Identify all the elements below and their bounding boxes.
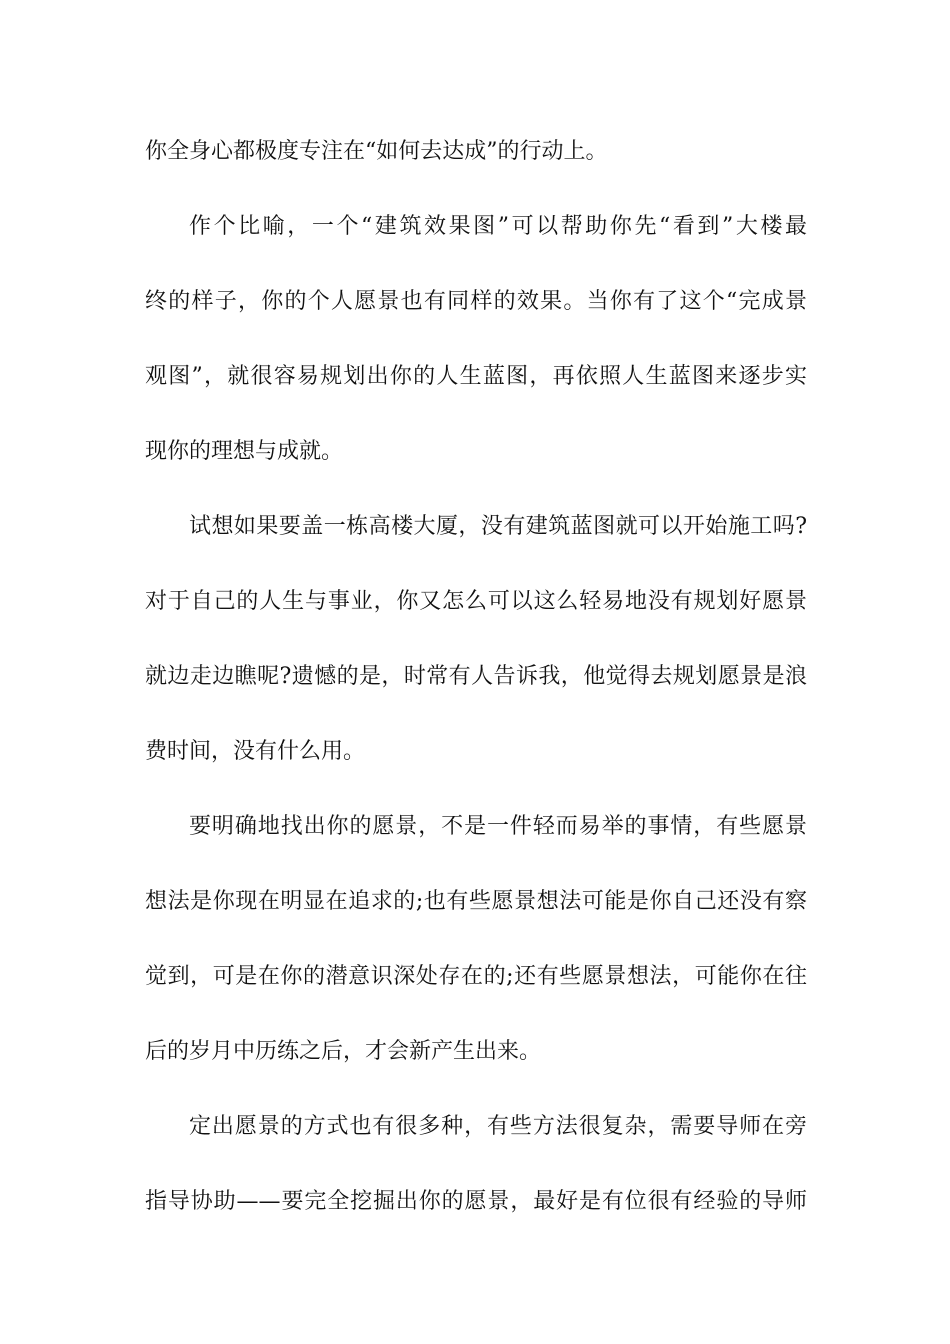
text-line: 就边走边瞧呢?遗憾的是，时常有人告诉我，他觉得去规划愿景是浪 (145, 664, 807, 689)
paragraph-first-line: 作个比喻，一个“建筑效果图”可以帮助你先“看到”大楼最 (189, 214, 807, 239)
text-line: 费时间，没有什么用。 (145, 739, 366, 764)
text-line: 指导协助——要完全挖掘出你的愿景，最好是有位很有经验的导师 (145, 1189, 807, 1214)
text-line: 想法是你现在明显在追求的;也有些愿景想法可能是你自己还没有察 (145, 889, 807, 914)
text-line: 觉到，可是在你的潜意识深处存在的;还有些愿景想法，可能你在往 (145, 964, 807, 989)
text-line: 终的样子，你的个人愿景也有同样的效果。当你有了这个“完成景 (145, 289, 807, 314)
document-body (145, 132, 807, 1257)
text-line: 你全身心都极度专注在“如何去达成”的行动上。 (145, 139, 608, 164)
text-line: 后的岁月中历练之后，才会新产生出来。 (145, 1039, 542, 1064)
text-line: 现你的理想与成就。 (145, 439, 344, 464)
text-line: 观图”，就很容易规划出你的人生蓝图，再依照人生蓝图来逐步实 (145, 364, 807, 389)
paragraph-first-line: 试想如果要盖一栋高楼大厦，没有建筑蓝图就可以开始施工吗? (189, 514, 807, 539)
paragraph-first-line: 要明确地找出你的愿景，不是一件轻而易举的事情，有些愿景 (189, 814, 807, 839)
text-line: 对于自己的人生与事业，你又怎么可以这么轻易地没有规划好愿景 (145, 589, 807, 614)
paragraph-first-line: 定出愿景的方式也有很多种，有些方法很复杂，需要导师在旁 (189, 1114, 807, 1139)
